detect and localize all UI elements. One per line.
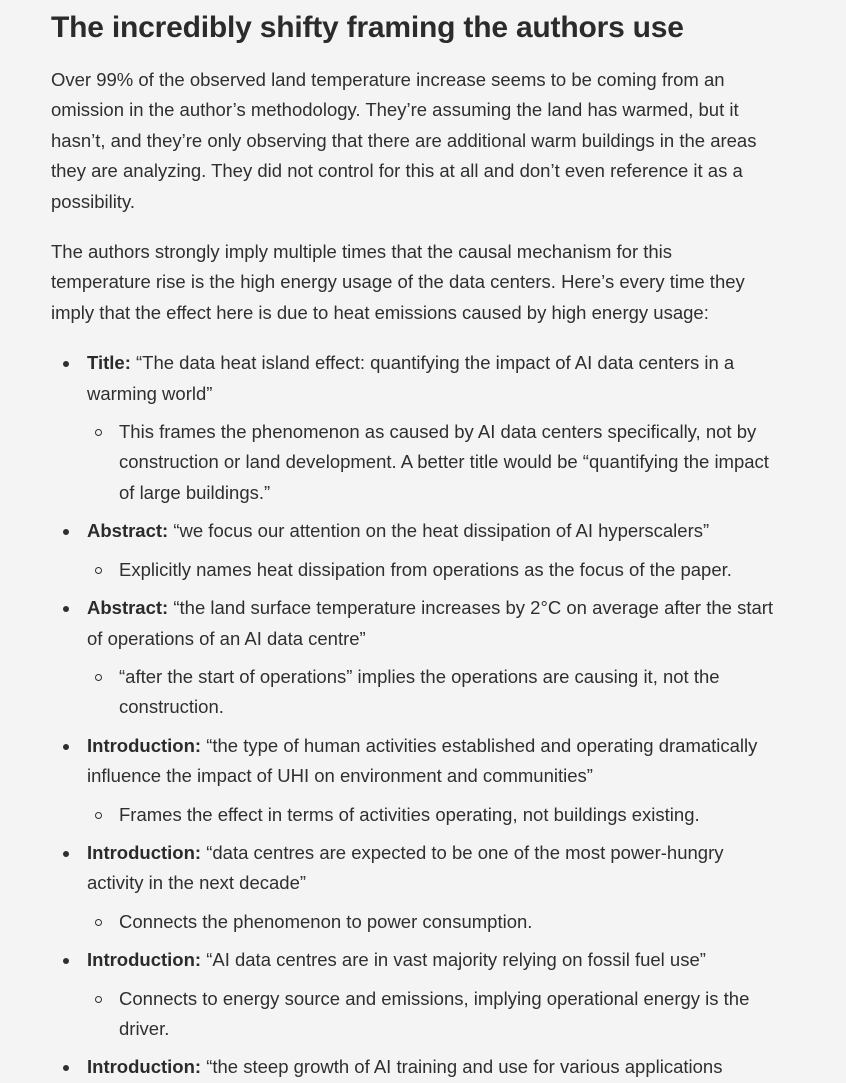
- sub-list-item: [87, 907, 776, 937]
- item-quote: “The data heat island effect: quantifying the impact of AI data centers in a warming world”: [87, 352, 735, 404]
- item-quote: “the type of human activities established and operating dramatically influence the impact of UHI on environment and communities”: [87, 734, 758, 787]
- item-label: Introduction:: [87, 841, 202, 863]
- item-quote: “AI data centres are in vast majority relying on fossil fuel use”: [201, 949, 706, 971]
- section-heading: The incredibly shifty framing the authors use: [51, 11, 684, 44]
- quote-list: [51, 348, 776, 1083]
- item-commentary: Connects the phenomenon to power consumption.: [119, 910, 533, 932]
- item-label: Introduction:: [87, 734, 202, 756]
- hollow-bullet-icon: [95, 812, 102, 819]
- list-item: [51, 731, 776, 830]
- sub-list: [87, 907, 776, 937]
- sub-list-item: [87, 417, 776, 508]
- item-label: Introduction:: [87, 1056, 202, 1078]
- item-commentary: Connects to energy source and emissions, implying operational energy is the driver.: [119, 987, 750, 1039]
- item-commentary: “after the start of operations” implies the operations are causing it, not the construction.: [119, 665, 720, 718]
- bullet-icon: [63, 1065, 69, 1071]
- bullet-icon: [63, 958, 69, 964]
- item-quote: “we focus our attention on the heat dissipation of AI hyperscalers”: [168, 520, 710, 542]
- item-label: Introduction:: [87, 949, 202, 971]
- sub-list: [87, 417, 776, 508]
- list-item: [51, 516, 776, 585]
- item-commentary: This frames the phenomenon as caused by AI data centers specifically, not by construction or land development. A better title would be “quantifying the impact of large buildings.”: [119, 421, 769, 503]
- sub-list-item: [87, 984, 776, 1045]
- sub-list: [87, 984, 776, 1045]
- paragraph-methodology: Over 99% of the observed land temperature increase seems to be coming from an omission in the author’s methodology. They’re assuming the land has warmed, but it hasn’t, and they’re only observing that there are additional warm buildings in the areas they are analyzing. They did not control for this at all and don’t even reference it as a possibility.: [51, 69, 757, 212]
- item-quote: “the land surface temperature increases by 2°C on average after the start of operations of an AI data centre”: [87, 597, 774, 649]
- item-label: Abstract:: [87, 520, 169, 542]
- sub-list: [87, 662, 776, 723]
- item-commentary: Frames the effect in terms of activities operating, not buildings existing.: [119, 803, 700, 825]
- item-label: Title:: [87, 352, 131, 374]
- hollow-bullet-icon: [95, 996, 102, 1003]
- sub-list-item: [87, 662, 776, 723]
- hollow-bullet-icon: [95, 674, 102, 681]
- list-item: [51, 348, 776, 508]
- list-item: [51, 838, 776, 937]
- bullet-icon: [63, 529, 69, 535]
- list-item: [51, 593, 776, 723]
- sub-list-item: [87, 555, 776, 585]
- sub-list: [87, 800, 776, 830]
- hollow-bullet-icon: [95, 919, 102, 926]
- item-label: Abstract:: [87, 597, 169, 619]
- bullet-icon: [63, 851, 69, 857]
- hollow-bullet-icon: [95, 567, 102, 574]
- sub-list-item: [87, 800, 776, 830]
- bullet-icon: [63, 361, 69, 367]
- list-item: [51, 1052, 776, 1082]
- list-item: [51, 945, 776, 1044]
- item-quote: “data centres are expected to be one of the most power-hungry activity in the next decade”: [87, 841, 724, 894]
- bullet-icon: [63, 744, 69, 750]
- bullet-icon: [63, 606, 69, 612]
- sub-list: [87, 555, 776, 585]
- paragraph-framing: The authors strongly imply multiple times that the causal mechanism for this temperature rise is the high energy usage of the data centers. Here’s every time they imply that the effect here is due to heat emissions caused by high energy usage:: [51, 241, 745, 323]
- item-quote: “the steep growth of AI training and use for various applications: [201, 1056, 723, 1078]
- hollow-bullet-icon: [95, 429, 102, 436]
- item-commentary: Explicitly names heat dissipation from operations as the focus of the paper.: [119, 558, 732, 580]
